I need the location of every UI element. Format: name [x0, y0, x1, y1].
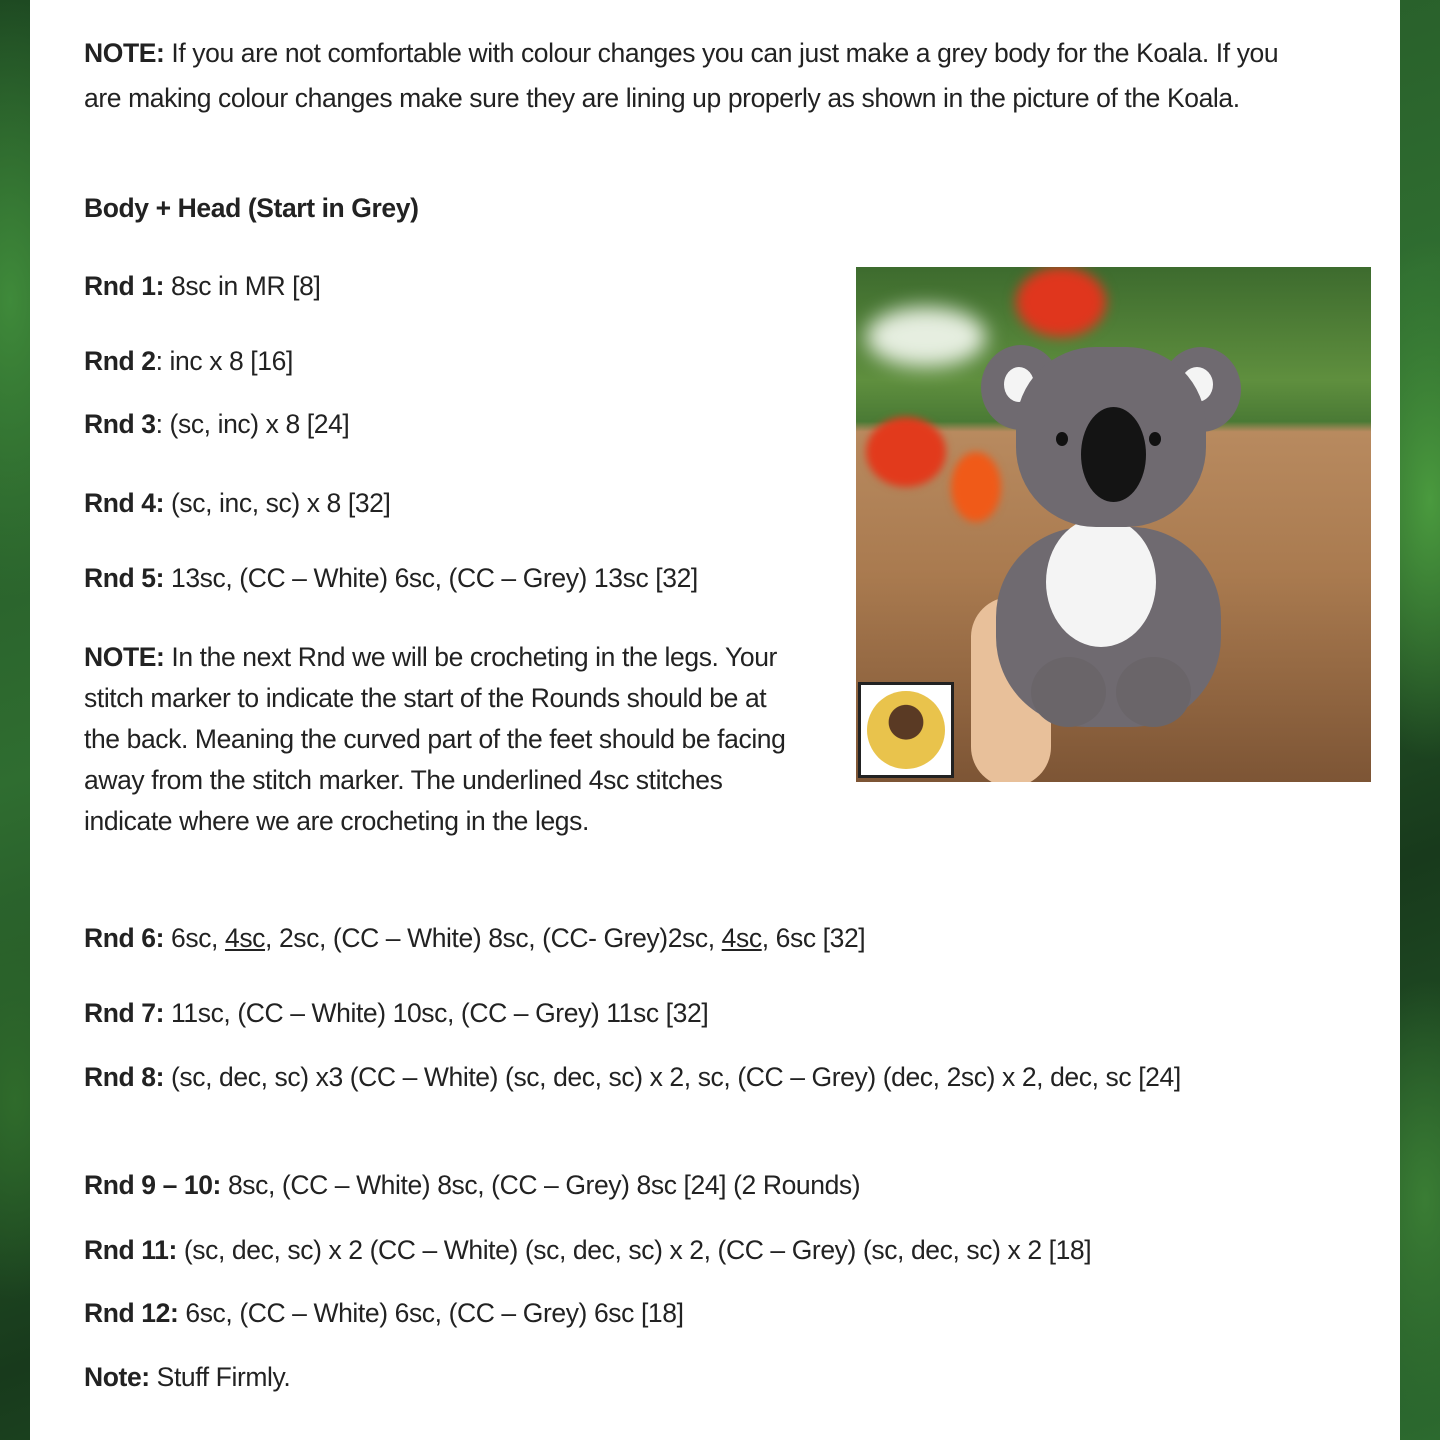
section-title-text: Body + Head (Start in Grey) [84, 193, 419, 223]
round-4 [84, 488, 390, 518]
intro-note [84, 31, 1314, 121]
flower [866, 417, 946, 487]
koala-eye [1149, 432, 1161, 446]
round-6 [84, 923, 865, 953]
round-text: 8sc, (CC – White) 8sc, (CC – Grey) 8sc [24] (2 Rounds) [220, 1170, 861, 1200]
round-text: 11sc, (CC – White) 10sc, (CC – Grey) 11sc [32] [164, 998, 709, 1028]
note-text: In the next Rnd we will be crocheting in the legs. Your stitch marker to indicate the start of the Rounds should be at the back. Meaning the curved part of the feet should be facing away from the stitch marker. The underlined 4sc stitches indicate where we are crocheting in the legs. [84, 642, 786, 836]
section-title [84, 193, 419, 223]
round-3 [84, 409, 349, 439]
koala-leg [1116, 657, 1191, 727]
round-label: Rnd 5: [84, 563, 165, 593]
round-text: 6sc, (CC – White) 6sc, (CC – Grey) 6sc [18] [178, 1298, 684, 1328]
round-label: Rnd 11: [84, 1235, 177, 1265]
round-7 [84, 998, 708, 1028]
round-label: Rnd 9 – 10: [84, 1170, 221, 1200]
round-label: Rnd 6: [84, 923, 165, 953]
round-12 [84, 1298, 684, 1328]
round-label: Rnd 8: [84, 1062, 165, 1092]
round-text: (sc, dec, sc) x3 (CC – White) (sc, dec, sc) x 2, sc, (CC – Grey) (dec, 2sc) x 2, dec, sc [24] [164, 1062, 1181, 1092]
note-label: NOTE: [84, 642, 165, 672]
round-text: (sc, dec, sc) x 2 (CC – White) (sc, dec, sc) x 2, (CC – Grey) (sc, dec, sc) x 2 [18] [176, 1235, 1092, 1265]
note-label: Note: [84, 1362, 150, 1392]
round-8 [84, 1055, 1284, 1100]
round-label: Rnd 2 [84, 346, 156, 376]
round-1 [84, 271, 320, 301]
leg-stitch-underlined: 4sc [224, 923, 266, 953]
round-5 [84, 563, 698, 593]
round-9-10 [84, 1170, 860, 1200]
round-text: 8sc in MR [8] [164, 271, 321, 301]
round-text: 13sc, (CC – White) 6sc, (CC – Grey) 13sc [32] [164, 563, 698, 593]
round-label: Rnd 1: [84, 271, 165, 301]
koala-nose [1081, 407, 1146, 502]
note-label: NOTE: [84, 38, 165, 68]
flower [951, 452, 1001, 522]
round-label: Rnd 7: [84, 998, 165, 1028]
round-label: Rnd 12: [84, 1298, 179, 1328]
koala-eye [1056, 432, 1068, 446]
round-text: (sc, inc, sc) x 8 [32] [164, 488, 391, 518]
round-2 [84, 346, 293, 376]
round-label: Rnd 3 [84, 409, 156, 439]
brand-logo [858, 682, 954, 778]
koala-belly [1046, 517, 1156, 647]
round-text: , 2sc, (CC – White) 8sc, (CC- Grey)2sc, [265, 923, 722, 953]
koala-leg [1031, 657, 1106, 727]
round-text: , 6sc [32] [761, 923, 866, 953]
round-label: Rnd 4: [84, 488, 165, 518]
note-text: If you are not comfortable with colour changes you can just make a grey body for the Koala. If you are making colour changes make sure they are lining up properly as shown in the picture of the Koala. [84, 38, 1279, 113]
flower [1016, 267, 1106, 337]
legs-note [84, 637, 804, 842]
leg-stitch-underlined: 4sc [721, 923, 762, 953]
round-text: 6sc, [164, 923, 225, 953]
round-text: : inc x 8 [16] [155, 346, 293, 376]
round-text: : (sc, inc) x 8 [24] [155, 409, 350, 439]
flower [866, 307, 986, 367]
round-11 [84, 1235, 1091, 1265]
final-note [84, 1362, 290, 1392]
note-text: Stuff Firmly. [149, 1362, 291, 1392]
